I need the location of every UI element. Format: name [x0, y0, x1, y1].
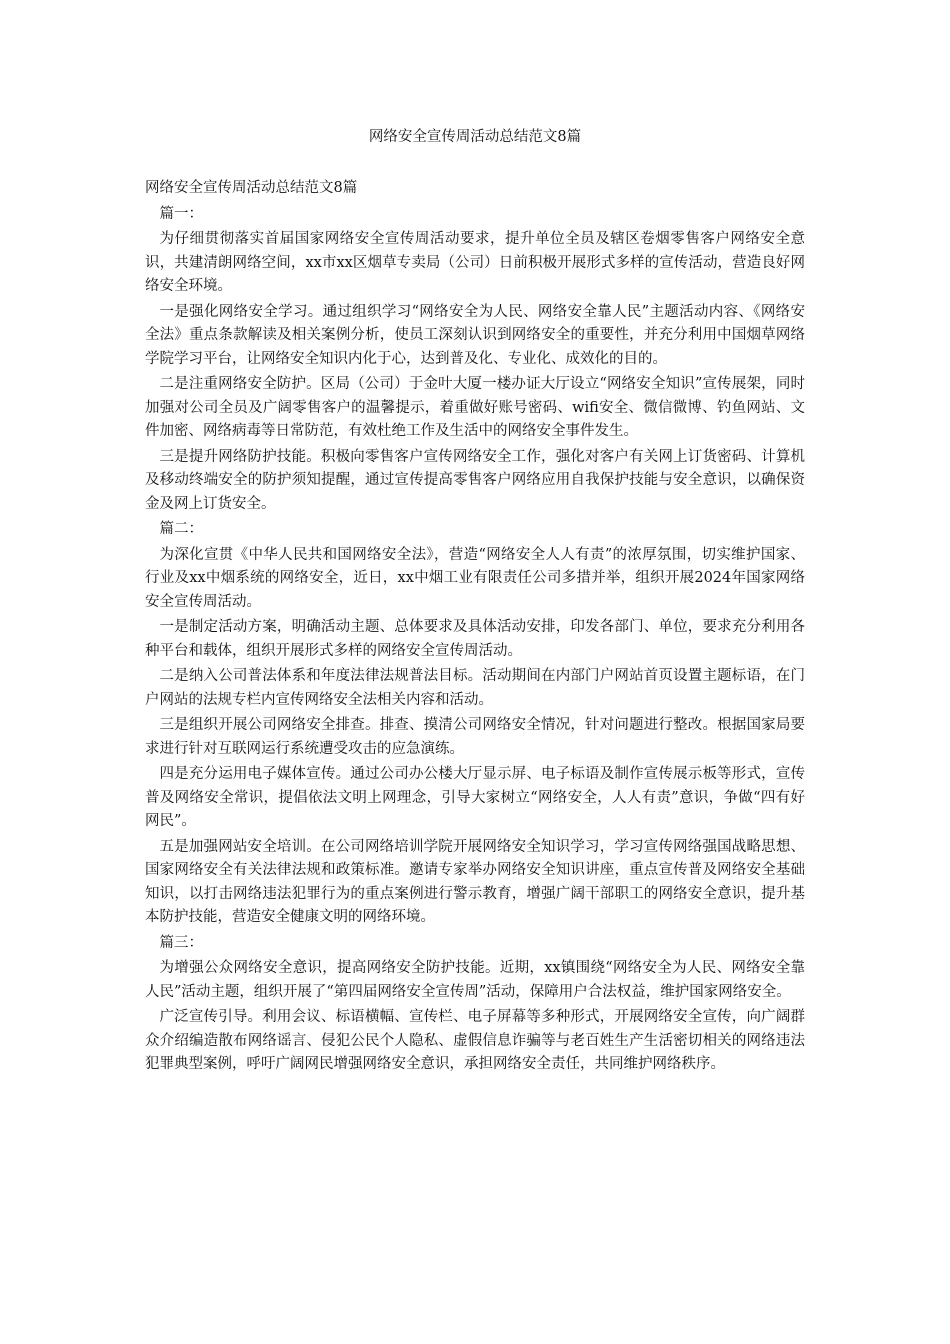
paragraph: 四是充分运用电子媒体宣传。通过公司办公楼大厅显示屏、电子标语及制作宣传展示板等形式，宣传普及网络安全常识，提倡依法文明上网理念，引导大家树立“网络安全，人人有责”意识，争做“四有好网民”。	[145, 766, 805, 829]
paragraph: 为深化宣贯《中华人民共和国网络安全法》，营造“网络安全人人有责”的浓厚氛围，切实维护国家、行业及xx中烟系统的网络安全，近日，xx中烟工业有限责任公司多措并举，组织开展2024年国家网络安全宣传周活动。	[145, 546, 805, 610]
section-heading: 篇一：	[159, 205, 203, 222]
paragraph: 为增强公众网络安全意识，提高网络安全防护技能。近期，xx镇围绕“网络安全为人民、网络安全靠人民”活动主题，组织开展了“第四届网络安全宣传周”活动，保障用户合法权益，维护国家网络安全。	[145, 960, 805, 1000]
paragraph: 为仔细贯彻落实首届国家网络安全宣传周活动要求，提升单位全员及辖区卷烟零售客户网络安全意识，共建清朗网络空间，xx市xx区烟草专卖局（公司）日前积极开展形式多样的宣传活动，营造良好网络安全环境。	[145, 231, 805, 294]
paragraph: 三是提升网络防护技能。积极向零售客户宣传网络安全工作，强化对客户有关网上订货密码、计算机及移动终端安全的防护须知提醒，通过宣传提高零售客户网络应用自我保护技能与安全意识，以确保资金及网上订货安全。	[145, 448, 805, 512]
paragraph: 三是组织开展公司网络安全排查。排查、摸清公司网络安全情况，针对问题进行整改。根据国家局要求进行针对互联网运行系统遭受攻击的应急演练。	[145, 717, 805, 757]
document-subtitle: 网络安全宣传周活动总结范文8篇	[145, 180, 358, 196]
paragraph: 五是加强网站安全培训。在公司网络培训学院开展网络安全知识学习，学习宣传网络强国战略思想、国家网络安全有关法律法规和政策标准。邀请专家举办网络安全知识讲座，重点宣传普及网络安全基础知识，以打击网络违法犯罪行为的重点案例进行警示教育，增强广阔干部职工的网络安全意识，提升基本防护技能，营造安全健康文明的网络环境。	[145, 838, 805, 925]
section-heading: 篇二：	[159, 521, 203, 537]
paragraph: 二是纳入公司普法体系和年度法律法规普法目标。活动期间在内部门户网站首页设置主题标语，在门户网站的法规专栏内宣传网络安全法相关内容和活动。	[145, 668, 805, 708]
paragraph: 一是强化网络安全学习。通过组织学习“网络安全为人民、网络安全靠人民”主题活动内容、《网络安全法》重点条款解读及相关案例分析，使员工深刻认识到网络安全的重要性，并充分利用中国烟草网络学院学习平台，让网络安全知识内化于心，达到普及化、专业化、成效化的目的。	[145, 303, 805, 367]
document-title: 网络安全宣传周活动总结范文8篇	[368, 129, 582, 145]
document-body	[145, 177, 805, 1079]
paragraph: 一是制定活动方案，明确活动主题、总体要求及具体活动安排，印发各部门、单位，要求充分利用各种平台和载体，组织开展形式多样的网络安全宣传周活动。	[145, 619, 805, 659]
paragraph: 二是注重网络安全防护。区局（公司）于金叶大厦一楼办证大厅设立“网络安全知识”宣传展架，同时加强对公司全员及广阔零售客户的温馨提示，着重做好账号密码、wifi安全、微信微博、钓鱼网站、文件加密、网络病毒等日常防范，有效杜绝工作及生活中的网络安全事件发生。	[145, 376, 805, 439]
paragraph: 广泛宣传引导。利用会议、标语横幅、宣传栏、电子屏幕等多种形式，开展网络安全宣传，向广阔群众介绍编造散布网络谣言、侵犯公民个人隐私、虚假信息诈骗等与老百姓生产生活密切相关的网络违法犯罪典型案例，呼吁广阔网民增强网络安全意识，承担网络安全责任，共同维护网络秩序。	[145, 1009, 805, 1072]
section-heading: 篇三：	[159, 934, 203, 951]
